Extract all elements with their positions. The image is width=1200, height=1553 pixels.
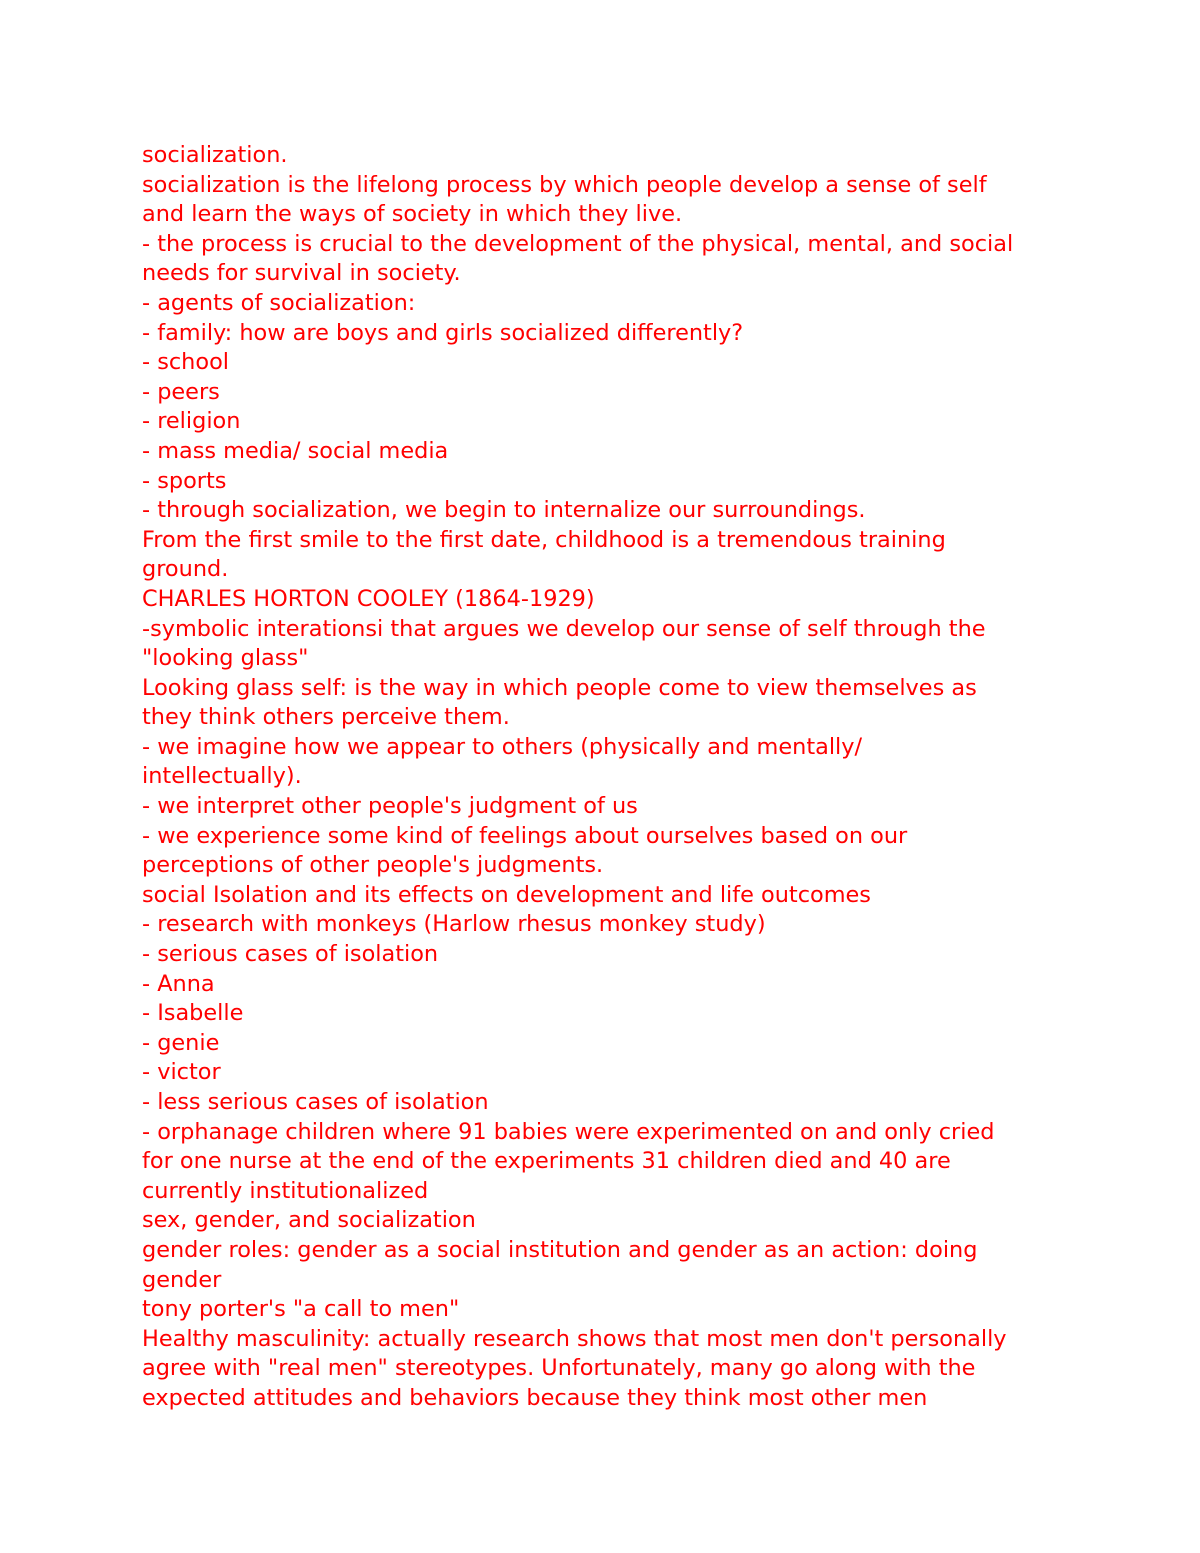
text-line: - less serious cases of isolation — [142, 1089, 489, 1115]
text-line: socialization. — [142, 142, 288, 168]
text-line: ground. — [142, 556, 229, 583]
text-line: - we interpret other people's judgment of us — [142, 793, 638, 820]
text-line: - Anna — [142, 970, 215, 997]
document-body — [142, 141, 1082, 1414]
text-line: -symbolic interationsi that argues we develop our sense of self through the — [142, 615, 986, 642]
text-line: they think others perceive them. — [142, 704, 510, 731]
text-line: intellectually). — [142, 763, 302, 790]
text-line: expected attitudes and behaviors because they think most other men — [142, 1384, 928, 1411]
text-line: - Isabelle — [142, 1000, 244, 1027]
text-line: - genie — [142, 1029, 220, 1056]
text-line: - serious cases of isolation — [142, 941, 439, 968]
text-line: perceptions of other people's judgments. — [142, 852, 604, 879]
text-line: and learn the ways of society in which they live. — [142, 201, 683, 228]
text-line: CHARLES HORTON COOLEY (1864-1929) — [142, 585, 595, 612]
text-line: From the first smile to the first date, childhood is a tremendous training — [142, 526, 946, 553]
text-line: socialization is the lifelong process by which people develop a sense of self — [142, 171, 987, 198]
text-line: - victor — [142, 1059, 221, 1086]
text-line: for one nurse at the end of the experiments 31 children died and 40 are — [142, 1148, 951, 1175]
text-line: - school — [142, 349, 229, 376]
text-line: - peers — [142, 378, 220, 405]
text-line: needs for survival in society. — [142, 260, 461, 287]
text-line: - through socialization, we begin to internalize our surroundings. — [142, 497, 866, 524]
text-line: - religion — [142, 408, 241, 435]
text-line: - sports — [142, 467, 227, 494]
text-line: social Isolation and its effects on development and life outcomes — [142, 881, 871, 908]
text-line: currently institutionalized — [142, 1177, 429, 1204]
text-line: tony porter's "a call to men" — [142, 1296, 460, 1323]
text-line: - mass media/ social media — [142, 437, 449, 464]
text-line: gender roles: gender as a social institution and gender as an action: doing — [142, 1236, 978, 1263]
text-line: - orphanage children where 91 babies were experimented on and only cried — [142, 1118, 995, 1145]
text-line: - we imagine how we appear to others (physically and mentally/ — [142, 733, 863, 760]
text-line: - the process is crucial to the development of the physical, mental, and social — [142, 230, 1014, 257]
text-line: - we experience some kind of feelings about ourselves based on our — [142, 822, 908, 849]
text-line: "looking glass" — [142, 645, 309, 672]
text-line: - research with monkeys (Harlow rhesus monkey study) — [142, 911, 766, 938]
text-line: agree with "real men" stereotypes. Unfortunately, many go along with the — [142, 1355, 976, 1382]
text-line: Looking glass self: is the way in which people come to view themselves as — [142, 674, 977, 701]
text-line: Healthy masculinity: actually research shows that most men don't personally — [142, 1325, 1007, 1352]
text-line: - agents of socialization: — [142, 289, 416, 316]
text-line: sex, gender, and socialization — [142, 1207, 476, 1234]
text-line: gender — [142, 1266, 222, 1293]
text-line: - family: how are boys and girls socialized differently? — [142, 319, 744, 346]
